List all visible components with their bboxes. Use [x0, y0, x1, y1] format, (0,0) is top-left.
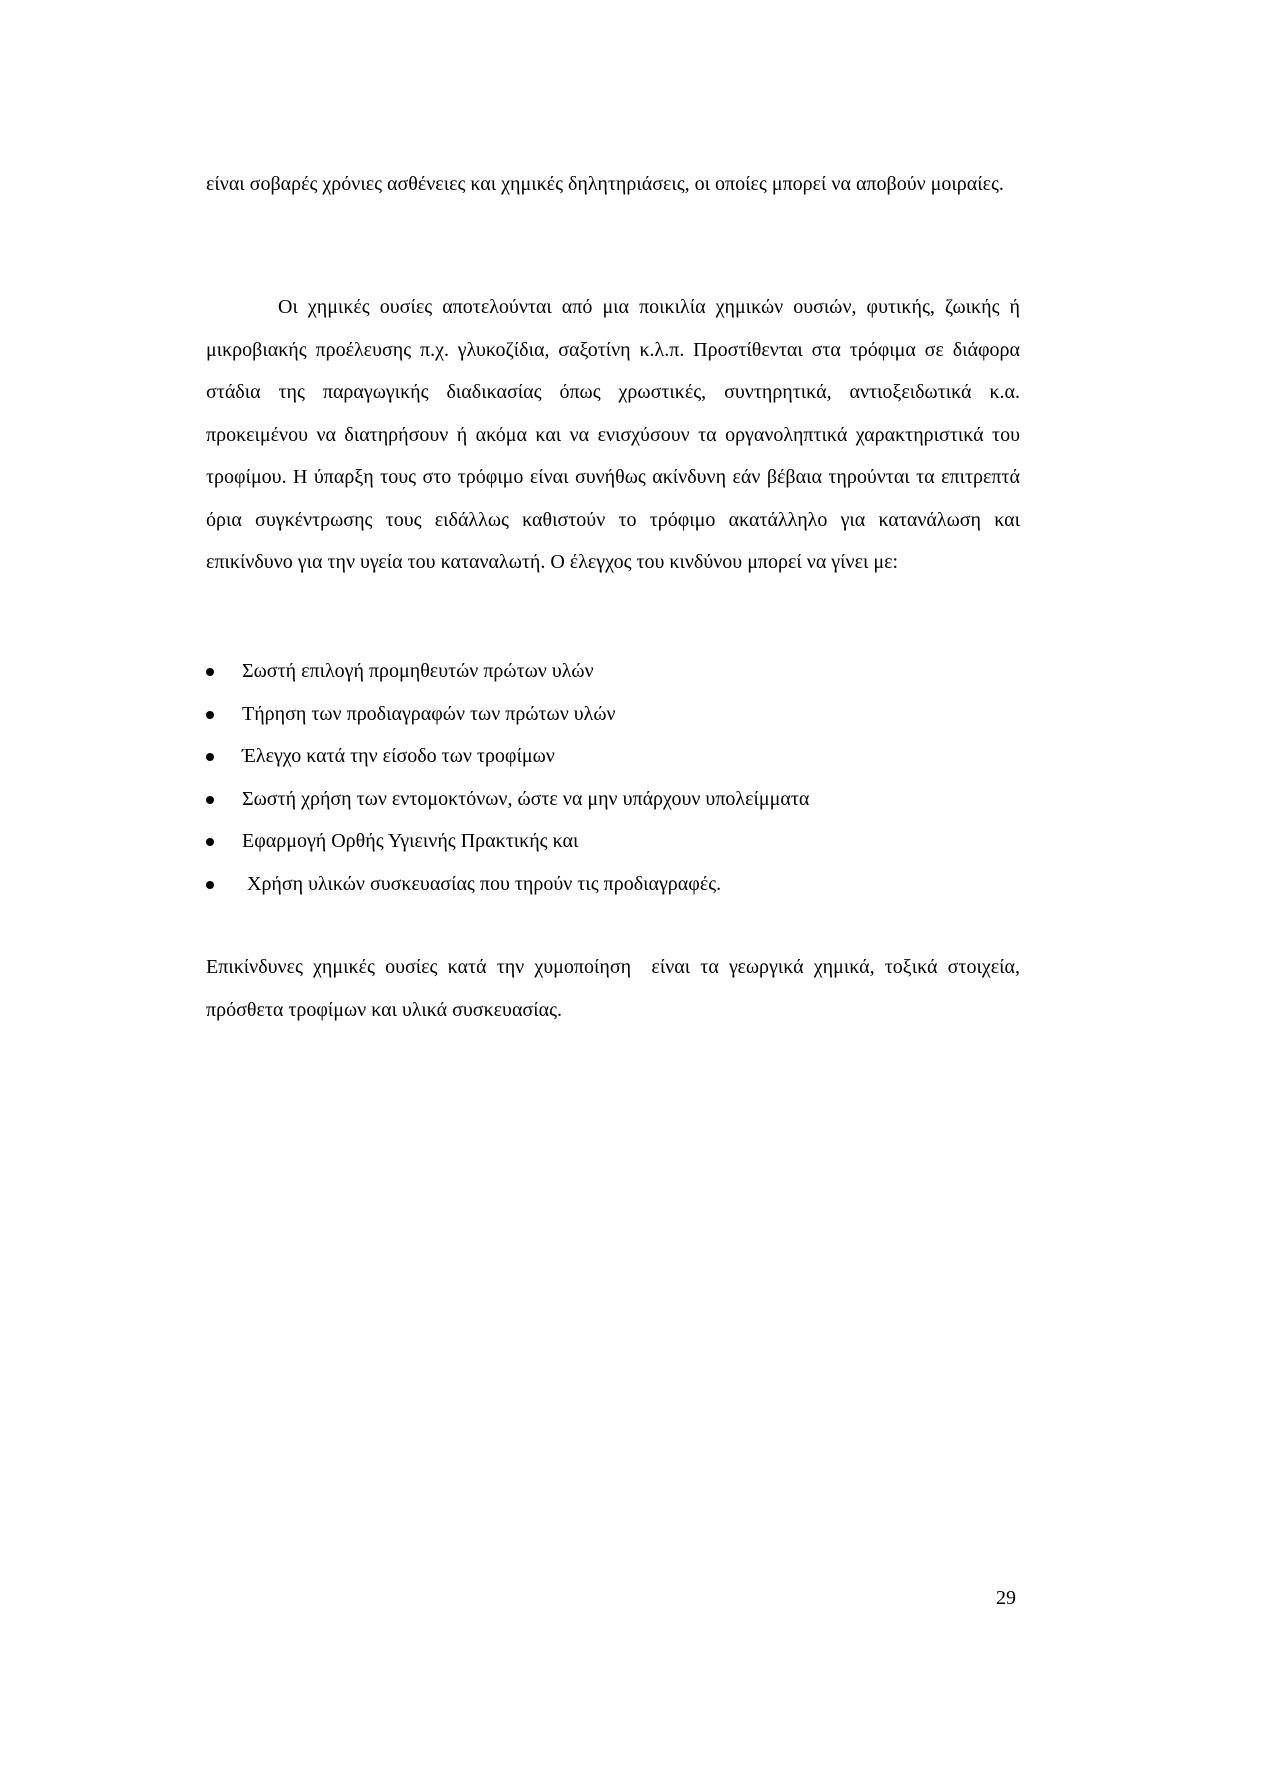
bullet-icon — [206, 753, 214, 761]
list-item-text: Σωστή επιλογή προμηθευτών πρώτων υλών — [242, 660, 594, 682]
list-item — [206, 863, 1026, 906]
list-item — [206, 693, 1026, 736]
list-item-text: Έλεγχο κατά την είσοδο των τροφίμων — [242, 745, 555, 767]
list-item — [206, 778, 1026, 821]
list-item-text: Σωστή χρήση των εντομοκτόνων, ώστε να μην υπάρχουν υπολείμματα — [242, 787, 810, 810]
list-item — [206, 735, 1026, 778]
page-number: 29 — [996, 1587, 1016, 1609]
paragraph-chemical-substances: Οι χημικές ουσίες αποτελούνται από μια ποικιλία χημικών ουσιών, φυτικής, ζωικής ή μικροβιακής προέλευσης π.χ. γλυκοζίδια, σαξοτίνη κ.λ.π. Προστίθενται στα τρόφιμα σε διάφορα στάδια της παραγωγικής διαδικασίας όπως χρωστικές, συντηρητικά, αντιοξειδωτικά κ.α. προκειμένου να διατηρήσουν ή ακόμα και να ενισχύσουν τα οργανοληπτικά χαρακτηριστικά του τροφίμου. Η ύπαρξη τους στο τρόφιμο είναι συνήθως ακίνδυνη εάν βέβαια τηρούνται τα επιτρεπτά όρια συγκέντρωσης τους ειδάλλως καθιστούν το τρόφιμο ακατάλληλο για κατανάλωση και επικίνδυνο για την υγεία του καταναλωτή. Ο έλεγχος του κινδύνου μπορεί να γίνει με: — [206, 296, 1020, 573]
bullet-icon — [206, 796, 214, 804]
bullet-icon — [206, 881, 214, 889]
list-item-text: Χρήση υλικών συσκευασίας που τηρούν τις προδιαγραφές. — [242, 872, 722, 895]
bullet-icon — [206, 668, 214, 676]
paragraph-hazardous-substances: Επικίνδυνες χημικές ουσίες κατά την χυμοποίηση είναι τα γεωργικά χημικά, τοξικά στοιχεία, πρόσθετα τροφίμων και υλικά συσκευασίας. — [206, 956, 1025, 1021]
list-item-text: Τήρηση των προδιαγραφών των πρώτων υλών — [242, 702, 616, 725]
list-item — [206, 820, 1026, 863]
list-item-text: Εφαρμογή Ορθής Υγιεινής Πρακτικής και — [242, 830, 579, 852]
control-measures-list — [206, 650, 1026, 905]
bullet-icon — [206, 838, 214, 846]
list-item — [206, 650, 1026, 693]
bullet-icon — [206, 711, 214, 719]
paragraph-continuation: είναι σοβαρές χρόνιες ασθένειες και χημικές δηλητηριάσεις, οι οποίες μπορεί να αποβούν μοιραίες. — [206, 173, 1004, 195]
